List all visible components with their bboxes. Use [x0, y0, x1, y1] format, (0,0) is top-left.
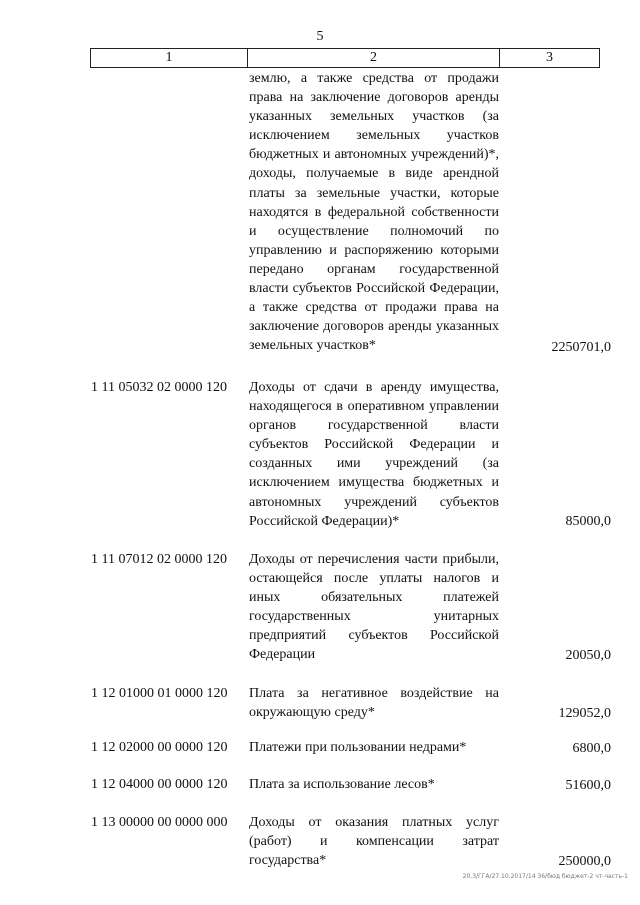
page-number: 5 — [316, 29, 324, 44]
revenue-table-body — [0, 69, 640, 871]
table-row — [0, 813, 640, 871]
revenue-description: Доходы от перечисления части прибыли, остающейся после уплаты налогов и иных обязательных платежей государственных унитарных предприятий субъектов Российской Федерации — [249, 552, 499, 663]
table-row — [0, 738, 640, 758]
amount-value: 129052,0 — [558, 705, 611, 721]
column-header-2: 2 — [248, 49, 500, 68]
table-row — [0, 378, 640, 531]
table-row — [0, 550, 640, 665]
column-header-1: 1 — [91, 49, 248, 68]
column-header-row — [91, 49, 600, 68]
revenue-description: Плата за использование лесов* — [249, 777, 435, 792]
column-header-3: 3 — [500, 49, 600, 68]
budget-code: 1 11 05032 02 0000 120 — [91, 380, 227, 395]
table-row — [0, 775, 640, 795]
revenue-description: Плата за негативное воздействие на окружающую среду* — [249, 686, 499, 721]
budget-code: 1 12 01000 01 0000 120 — [91, 686, 228, 701]
budget-code: 1 11 07012 02 0000 120 — [91, 552, 227, 567]
table-row — [0, 69, 640, 357]
amount-value: 85000,0 — [565, 513, 611, 529]
budget-code: 1 12 04000 00 0000 120 — [91, 777, 228, 792]
revenue-description: Доходы от сдачи в аренду имущества, находящегося в оперативном управлении органов государственной власти субъектов Российской Федерации и созданных ими учреждений (за исключением имущества бюджетных и автономных учреждений субъектов Российской Федерации)* — [249, 380, 499, 529]
amount-value: 20050,0 — [565, 647, 611, 663]
column-header-table — [90, 48, 600, 68]
amount-value: 250000,0 — [558, 853, 611, 869]
amount-value: 2250701,0 — [551, 339, 611, 355]
revenue-description: Доходы от оказания платных услуг (работ) и компенсации затрат государства* — [249, 815, 499, 869]
footer-file-reference: 20.3/ГГА/27.10.2017/14 36/бюд бюджет-2 чт-часть-1 — [462, 873, 628, 880]
table-row — [0, 684, 640, 723]
amount-value: 6800,0 — [572, 740, 611, 756]
budget-code: 1 13 00000 00 0000 000 — [91, 815, 228, 830]
revenue-description: Платежи при пользовании недрами* — [249, 740, 467, 755]
revenue-description: землю, а также средства от продажи права на заключение договоров аренды указанных земельных участков (за исключением земельных участков бюджетных и автономных учреждений)*, доходы, получаемые в виде арендной платы за земельные участки, которые находятся в федеральной собственности и осуществление полномочий по управлению и распоряжению которыми передано органам государственной власти субъектов Российской Федерации, а также средства от продажи права на заключение договоров аренды указанных земельных участков* — [249, 71, 499, 354]
budget-code: 1 12 02000 00 0000 120 — [91, 740, 228, 755]
amount-value: 51600,0 — [565, 777, 611, 793]
